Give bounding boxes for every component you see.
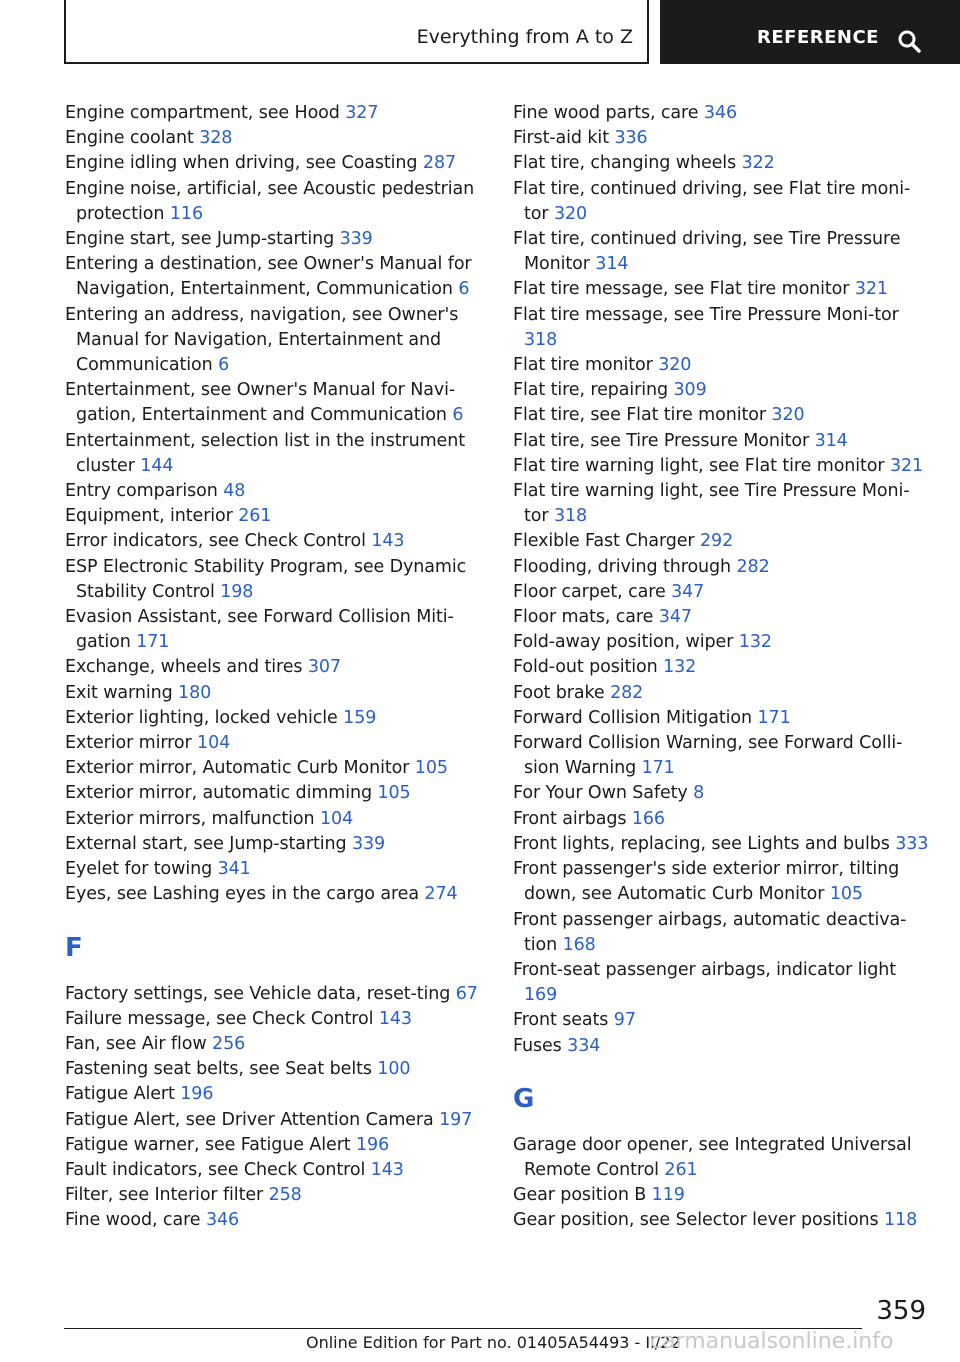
index-page-link[interactable]: 180 — [178, 682, 212, 703]
index-page-link[interactable]: 196 — [356, 1134, 390, 1155]
index-page-link[interactable]: 116 — [169, 203, 203, 224]
index-page-link[interactable]: 328 — [199, 128, 233, 149]
index-entry — [65, 781, 485, 806]
index-entry-text: Fan, see Air flow — [65, 1033, 207, 1054]
index-page-link[interactable]: 132 — [663, 657, 697, 678]
index-page-link[interactable]: 143 — [370, 1159, 404, 1180]
index-page-link[interactable]: 336 — [614, 128, 648, 149]
header-reference-label: REFERENCE — [757, 27, 879, 48]
index-entry — [513, 655, 933, 680]
index-entry — [513, 277, 933, 302]
index-entry-text: External start, see Jump-starting — [65, 833, 347, 854]
index-entry — [65, 151, 485, 176]
index-entry-text: Failure message, see Check Control — [65, 1008, 374, 1029]
index-entry-text: Exchange, wheels and tires — [65, 657, 303, 678]
index-entry-text: Flat tire, continued driving, see Tire Pressure Monitor — [513, 229, 901, 275]
index-page-link[interactable]: 318 — [524, 329, 558, 350]
index-entry-text: Garage door opener, see Integrated Universal Remote Control — [513, 1134, 912, 1180]
index-entry — [513, 479, 933, 529]
index-entry-text: Engine start, see Jump-starting — [65, 229, 335, 250]
index-entry — [513, 403, 933, 428]
search-icon[interactable] — [897, 29, 921, 53]
index-entry-text: Engine noise, artificial, see Acoustic pedestrian protection — [65, 178, 475, 224]
index-page-link[interactable]: 256 — [212, 1033, 246, 1054]
index-entry — [65, 1133, 485, 1158]
index-entry — [65, 227, 485, 252]
index-page-link[interactable]: 169 — [524, 985, 558, 1006]
header-section-box — [64, 0, 649, 64]
index-entry-text: Evasion Assistant, see Forward Collision Miti-gation — [65, 607, 454, 653]
index-entry — [65, 1208, 485, 1233]
index-entry — [65, 1057, 485, 1082]
footer-watermark: carmanualsonline.info — [650, 1329, 894, 1354]
index-entry-text: Gear position, see Selector lever positions — [513, 1210, 879, 1231]
index-entry-text: Flat tire, changing wheels — [513, 153, 737, 174]
index-page-link[interactable]: 346 — [703, 103, 738, 123]
index-page-link[interactable]: 105 — [414, 758, 448, 779]
index-entry — [513, 605, 933, 630]
index-page-link[interactable]: 171 — [136, 632, 170, 653]
index-entry-text: Factory settings, see Vehicle data, reset-ting — [65, 983, 451, 1004]
index-entry-text: Exterior mirror, automatic dimming — [65, 783, 372, 804]
header-reference-box[interactable] — [660, 0, 960, 64]
index-entry — [65, 303, 485, 379]
index-entry — [65, 1158, 485, 1183]
index-page-link[interactable]: 144 — [140, 455, 174, 476]
index-entry — [513, 706, 933, 731]
index-page-link[interactable]: 97 — [613, 1010, 636, 1031]
index-entry — [513, 101, 933, 126]
index-entry-text: Engine idling when driving, see Coasting — [65, 153, 418, 174]
index-entry — [513, 681, 933, 706]
index-entry-text: Exterior mirrors, malfunction — [65, 808, 315, 829]
index-page-link[interactable]: 320 — [658, 355, 692, 376]
index-entry — [65, 857, 485, 882]
index-entry — [513, 177, 933, 227]
index-entry-text: Front airbags — [513, 808, 627, 829]
index-entry — [65, 529, 485, 554]
index-entry-text: Flooding, driving through — [513, 556, 732, 577]
index-entry-text: Entry comparison — [65, 481, 218, 502]
index-entry-text: Engine coolant — [65, 128, 194, 149]
index-entry-text: Fatigue Alert — [65, 1084, 175, 1105]
index-page-link[interactable]: 119 — [651, 1185, 685, 1206]
index-entry — [65, 1082, 485, 1107]
index-page-link[interactable]: 327 — [345, 103, 379, 123]
index-page-link[interactable]: 314 — [814, 430, 848, 451]
index-entry — [513, 731, 933, 781]
index-entry-text: Fold-away position, wiper — [513, 632, 734, 653]
index-entry — [65, 177, 485, 227]
index-entry — [65, 655, 485, 680]
index-entry-text: ESP Electronic Stability Program, see Dynamic Stability Control — [65, 556, 467, 602]
index-entry — [513, 857, 933, 907]
index-page-link[interactable]: 104 — [320, 808, 354, 829]
index-entry-text: Flat tire message, see Tire Pressure Moni-tor — [513, 304, 899, 325]
index-entry-text: Flat tire, repairing — [513, 380, 669, 401]
index-entry — [65, 252, 485, 302]
index-page-link[interactable]: 322 — [741, 153, 775, 174]
index-entry-text: Filter, see Interior filter — [65, 1185, 264, 1206]
index-entry — [513, 807, 933, 832]
index-entry-text: Equipment, interior — [65, 506, 233, 527]
index-entry-text: Fine wood, care — [65, 1210, 201, 1231]
index-entry-text: Fault indicators, see Check Control — [65, 1159, 366, 1180]
index-page-link[interactable]: 258 — [268, 1185, 302, 1206]
index-page-link[interactable]: 320 — [553, 203, 588, 224]
index-page-link[interactable]: 197 — [439, 1109, 473, 1130]
index-entry — [65, 1108, 485, 1133]
index-entry — [65, 756, 485, 781]
index-entry-text: Gear position B — [513, 1185, 647, 1206]
index-entry — [513, 126, 933, 151]
index-entry — [65, 1183, 485, 1208]
index-page-link[interactable]: 321 — [889, 455, 924, 476]
index-section-letter: G — [513, 1083, 535, 1114]
index-page-link[interactable]: 334 — [567, 1035, 601, 1056]
index-entry — [65, 706, 485, 731]
index-entry — [513, 1034, 933, 1059]
index-entry-text: First-aid kit — [513, 128, 609, 149]
index-entry — [513, 555, 933, 580]
index-page-link[interactable]: 171 — [757, 707, 791, 728]
index-entry-text: Front-seat passenger airbags, indicator light — [513, 959, 897, 980]
index-page-link[interactable]: 6 — [218, 355, 230, 376]
index-entry-text: Fastening seat belts, see Seat belts — [65, 1059, 372, 1080]
index-page-link[interactable]: 132 — [738, 632, 772, 653]
index-page-link[interactable]: 6 — [452, 405, 464, 426]
index-page-link[interactable]: 67 — [455, 983, 478, 1004]
index-entry — [513, 908, 933, 958]
index-page-link[interactable]: 105 — [829, 884, 863, 905]
index-entry-text: Flat tire, see Tire Pressure Monitor — [513, 430, 810, 451]
index-page-link[interactable]: 282 — [736, 556, 770, 577]
index-entry — [513, 151, 933, 176]
index-page-link[interactable]: 48 — [223, 481, 246, 502]
index-entry-text: Entertainment, selection list in the instrument cluster — [65, 430, 465, 476]
index-column-left — [65, 101, 485, 1234]
index-page-link[interactable]: 282 — [610, 682, 644, 703]
index-entry-text: Exterior mirror — [65, 733, 192, 754]
index-entry-text: Fuses — [513, 1035, 562, 1056]
index-page-link[interactable]: 168 — [562, 934, 596, 955]
index-entry — [65, 1007, 485, 1032]
index-entry — [513, 529, 933, 554]
index-page-link[interactable]: 171 — [641, 758, 675, 779]
header-section-title: Everything from A to Z — [416, 26, 633, 48]
index-entry — [65, 101, 485, 126]
index-entry — [513, 378, 933, 403]
index-page-link[interactable]: 346 — [205, 1210, 240, 1231]
index-section-letter: F — [65, 932, 83, 963]
index-page-link[interactable]: 339 — [351, 833, 386, 854]
index-entry — [513, 1183, 933, 1208]
index-entry-text: Entering a destination, see Owner's Manual for Navigation, Entertainment, Communication — [65, 254, 472, 300]
index-entry-text: Floor carpet, care — [513, 581, 666, 602]
index-entry — [65, 126, 485, 151]
index-entry-text: Front seats — [513, 1010, 609, 1031]
index-entry-text: Front passenger airbags, automatic deactiva-tion — [513, 909, 907, 955]
index-page-link[interactable]: 196 — [180, 1084, 214, 1105]
index-entry-text: Front passenger's side exterior mirror, tilting down, see Automatic Curb Monitor — [513, 859, 900, 905]
index-page-link[interactable]: 143 — [371, 531, 405, 552]
section-spacer — [513, 1059, 933, 1077]
index-entry — [513, 303, 933, 353]
index-page-link[interactable]: 309 — [673, 380, 707, 401]
index-entry — [513, 227, 933, 277]
index-entry — [65, 731, 485, 756]
index-entry-text: Engine compartment, see Hood — [65, 103, 340, 123]
index-entry-text: Foot brake — [513, 682, 605, 703]
index-entry — [65, 681, 485, 706]
index-entry-text: Front lights, replacing, see Lights and bulbs — [513, 833, 890, 854]
index-entry — [513, 832, 933, 857]
index-entry-text: Fatigue warner, see Fatigue Alert — [65, 1134, 351, 1155]
index-entry-text: Fine wood parts, care — [513, 103, 699, 123]
index-page-link[interactable]: 274 — [424, 884, 458, 905]
index-page-link[interactable]: 104 — [197, 733, 231, 754]
index-page-link[interactable]: 320 — [771, 405, 805, 426]
index-page-link[interactable]: 6 — [458, 279, 470, 300]
index-page-link[interactable]: 8 — [693, 783, 705, 804]
index-page-link[interactable]: 261 — [664, 1159, 698, 1180]
index-entry-text: Flat tire monitor — [513, 355, 653, 376]
page-number: 359 — [876, 1296, 926, 1326]
index-page-link[interactable]: 347 — [658, 607, 692, 628]
index-entry-text: Fatigue Alert, see Driver Attention Camera — [65, 1109, 434, 1130]
index-page-link[interactable]: 292 — [700, 531, 734, 552]
index-entry — [65, 378, 485, 428]
index-page-link[interactable]: 341 — [217, 859, 251, 880]
index-entry — [65, 479, 485, 504]
index-page-link[interactable]: 339 — [339, 229, 373, 250]
index-entry-text: Flat tire warning light, see Flat tire monitor — [513, 455, 885, 476]
index-entry — [513, 630, 933, 655]
index-entry-text: Fold-out position — [513, 657, 658, 678]
index-entry — [65, 504, 485, 529]
index-entry-text: Entering an address, navigation, see Owner's Manual for Navigation, Entertainment and Communication — [65, 304, 459, 376]
index-page-link[interactable]: 118 — [884, 1210, 918, 1231]
index-entry-text: Eyes, see Lashing eyes in the cargo area — [65, 884, 419, 905]
index-entry-text: Flat tire warning light, see Tire Pressure Moni-tor — [513, 481, 910, 527]
index-entry-text: Flexible Fast Charger — [513, 531, 695, 552]
index-page-link[interactable]: 159 — [343, 707, 377, 728]
index-entry — [65, 1032, 485, 1057]
index-entry — [65, 555, 485, 605]
index-entry-text: For Your Own Safety — [513, 783, 688, 804]
index-page-link[interactable]: 287 — [422, 153, 457, 174]
index-entry-text: Exit warning — [65, 682, 173, 703]
index-entry — [65, 429, 485, 479]
index-page-link[interactable]: 143 — [378, 1008, 412, 1029]
index-entry — [513, 1133, 933, 1183]
index-entry-text: Exterior lighting, locked vehicle — [65, 707, 338, 728]
index-entry — [513, 353, 933, 378]
index-entry — [513, 1008, 933, 1033]
index-page-link[interactable]: 333 — [895, 833, 929, 854]
index-entry-text: Forward Collision Warning, see Forward Colli-sion Warning — [513, 733, 903, 779]
index-column-right — [513, 101, 933, 1234]
index-page-link[interactable]: 105 — [377, 783, 411, 804]
index-entry — [513, 1208, 933, 1233]
index-entry-text: Entertainment, see Owner's Manual for Navi-gation, Entertainment and Communication — [65, 380, 456, 426]
index-page-link[interactable]: 166 — [631, 808, 665, 829]
index-page-link[interactable]: 318 — [553, 506, 588, 527]
index-page-link[interactable]: 307 — [307, 657, 341, 678]
section-spacer — [65, 908, 485, 926]
index-page-link[interactable]: 321 — [854, 279, 888, 300]
index-entry-text: Exterior mirror, Automatic Curb Monitor — [65, 758, 410, 779]
footer-edition-text: Online Edition for Part no. 01405A54493 - II/22 — [306, 1333, 681, 1352]
index-entry — [65, 832, 485, 857]
index-entry — [513, 580, 933, 605]
index-entry — [65, 982, 485, 1007]
index-page-link[interactable]: 100 — [377, 1059, 411, 1080]
index-entry — [513, 454, 933, 479]
index-page-link[interactable]: 261 — [238, 506, 272, 527]
index-page-link[interactable]: 314 — [595, 254, 629, 275]
index-entry-text: Flat tire, see Flat tire monitor — [513, 405, 766, 426]
index-entry — [65, 605, 485, 655]
index-entry-text: Flat tire message, see Flat tire monitor — [513, 279, 850, 300]
index-entry-text: Floor mats, care — [513, 607, 654, 628]
index-page-link[interactable]: 198 — [220, 581, 254, 602]
index-entry — [65, 807, 485, 832]
index-entry — [65, 882, 485, 907]
index-entry-text: Flat tire, continued driving, see Flat tire moni-tor — [513, 178, 911, 224]
index-entry-text: Forward Collision Mitigation — [513, 707, 753, 728]
index-page-link[interactable]: 347 — [671, 581, 705, 602]
index-entry — [513, 781, 933, 806]
index-entry-text: Eyelet for towing — [65, 859, 213, 880]
index-entry-text: Error indicators, see Check Control — [65, 531, 366, 552]
index-entry — [513, 958, 933, 1008]
index-entry — [513, 429, 933, 454]
